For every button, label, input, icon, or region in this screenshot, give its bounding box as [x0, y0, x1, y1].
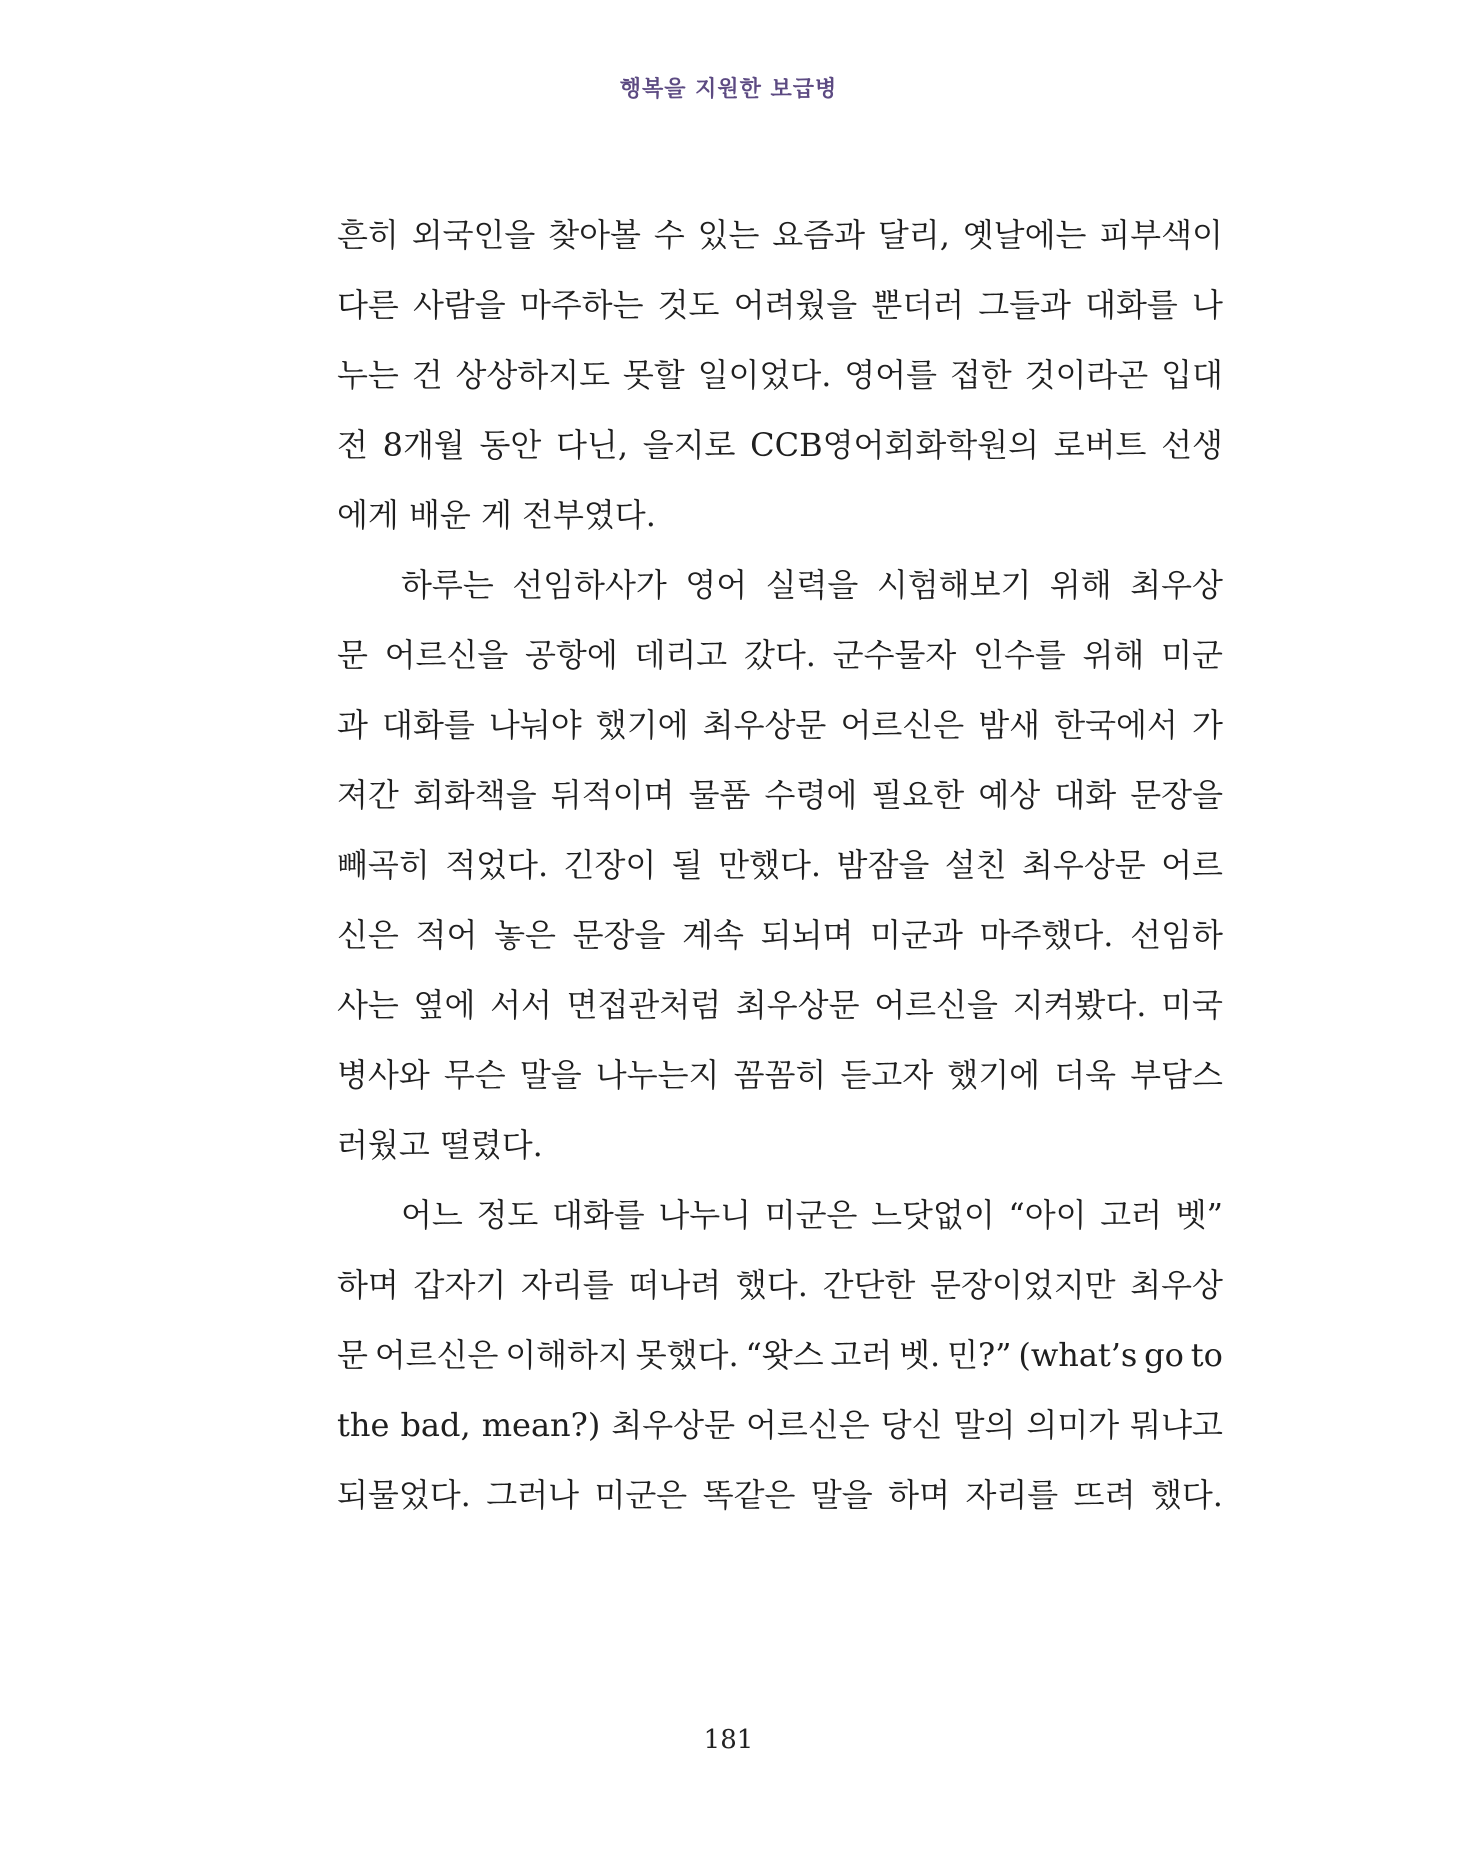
word: 빼곡히: [337, 846, 430, 884]
word: 실력을: [765, 566, 859, 604]
word: 요즘과: [772, 216, 866, 254]
word: 그들과: [978, 286, 1071, 324]
word: 그러나: [486, 1476, 580, 1514]
text-line: [337, 270, 1223, 340]
text-line: [337, 1320, 1223, 1390]
word: 동안: [479, 426, 542, 464]
word: 뒤적이며: [550, 776, 675, 814]
word: 떠나려: [628, 1266, 722, 1304]
word: 하며: [888, 1476, 950, 1514]
word: 옆에: [413, 986, 476, 1024]
word: 전: [337, 426, 368, 464]
word: 말의: [953, 1406, 1016, 1444]
word: 최우상: [1130, 1266, 1223, 1304]
word: 시험해보기: [876, 566, 1032, 604]
word: “아이: [1008, 1196, 1087, 1234]
word: 것도: [657, 286, 720, 324]
word: 군수물자: [832, 636, 957, 674]
word: bad,: [400, 1406, 471, 1444]
word: 꼼꼼히: [733, 1056, 827, 1094]
word: 자리를: [520, 1266, 614, 1304]
word: 일이었다.: [697, 356, 832, 394]
word: 달리,: [877, 216, 950, 254]
text-line: [337, 760, 1223, 830]
word: 못할: [622, 356, 685, 394]
text-line: [337, 1250, 1223, 1320]
body-text: [337, 200, 1223, 1530]
word: 계속: [682, 916, 744, 954]
word: 면접관처럼: [566, 986, 722, 1024]
word: 어르신을: [384, 636, 509, 674]
word: 사람을: [412, 286, 506, 324]
word: 문장이었지만: [930, 1266, 1116, 1304]
text-line: [337, 690, 1223, 760]
word: 말을: [519, 1056, 582, 1094]
word: 했다.: [735, 1266, 808, 1304]
word: 못했다.: [635, 1336, 739, 1374]
word: 나누는지: [595, 1056, 720, 1094]
word: (what’s: [1018, 1336, 1138, 1374]
word: 미군과: [870, 916, 963, 954]
word: 필요한: [871, 776, 965, 814]
text-line: [337, 1460, 1223, 1530]
word: 최우상문: [735, 986, 860, 1024]
word: 될: [671, 846, 703, 884]
word: 상상하지도: [455, 356, 611, 394]
word: 설친: [944, 846, 1007, 884]
text-line: [337, 1390, 1223, 1460]
word: 서서: [490, 986, 552, 1024]
word: 최우상: [1130, 566, 1223, 604]
word: 느닷없이: [871, 1196, 995, 1234]
word: 되뇌며: [760, 916, 854, 954]
word: 하며: [337, 1266, 399, 1304]
text-line: [337, 1180, 1223, 1250]
word: 을지로: [642, 426, 736, 464]
word: 어르신은: [374, 1336, 499, 1374]
word: 외국인을: [411, 216, 536, 254]
word: 어려웠을: [733, 286, 858, 324]
word: 나누니: [658, 1196, 752, 1234]
word: 인수를: [973, 636, 1066, 674]
word: 갑자기: [413, 1266, 507, 1304]
word: 고러: [1100, 1196, 1163, 1234]
word: 사는: [337, 986, 399, 1024]
word: 한국에서: [1054, 706, 1178, 744]
word: 최우상문: [611, 1406, 735, 1444]
word: 나눠야: [488, 706, 582, 744]
text-line: 러웠고 떨렸다.: [337, 1126, 543, 1164]
word: 벳.: [899, 1336, 941, 1374]
word: CCB영어회화학원의: [750, 426, 1039, 464]
word: 하루는: [401, 566, 494, 604]
word: 위해: [1049, 566, 1112, 604]
word: 되물었다.: [337, 1476, 471, 1514]
word: 문: [337, 636, 368, 674]
word: 미국: [1161, 986, 1223, 1024]
word: 선생: [1161, 426, 1223, 464]
word: 똑같은: [702, 1476, 796, 1514]
word: 가: [1191, 706, 1223, 744]
word: 했기에: [947, 1056, 1041, 1094]
word: 병사와: [337, 1056, 430, 1094]
word: 고러: [830, 1336, 893, 1374]
word: 누는: [337, 356, 399, 394]
word: 피부색이: [1099, 216, 1223, 254]
word: 로버트: [1053, 426, 1147, 464]
word: 말을: [810, 1476, 873, 1514]
word: 신은: [337, 916, 399, 954]
word: 놓은: [494, 916, 556, 954]
text-line: [337, 900, 1223, 970]
paragraph-3: [337, 1180, 1223, 1530]
word: 만했다.: [718, 846, 822, 884]
word: the: [337, 1406, 390, 1444]
word: 수령에: [764, 776, 858, 814]
word: 문장을: [1130, 776, 1223, 814]
word: 대화를: [1085, 286, 1178, 324]
word: 뿐더러: [871, 286, 965, 324]
word: 데리고: [634, 636, 728, 674]
word: 입대: [1161, 356, 1223, 394]
paragraph-2: [337, 550, 1223, 1180]
word: 뭐냐고: [1130, 1406, 1223, 1444]
word: 정도: [476, 1196, 539, 1234]
word: 듣고자: [840, 1056, 934, 1094]
word: “왓스: [745, 1336, 824, 1374]
word: 했기에: [595, 706, 689, 744]
word: 했다.: [1150, 1476, 1223, 1514]
word: 지켜봤다.: [1012, 986, 1147, 1024]
word: 밤잠을: [836, 846, 930, 884]
word: 부담스: [1130, 1056, 1223, 1094]
word: 대화를: [382, 706, 475, 744]
word: 문장을: [572, 916, 666, 954]
word: 8개월: [382, 426, 465, 464]
word: 이해하지: [505, 1336, 629, 1374]
text-line: [337, 830, 1223, 900]
word: 과: [337, 706, 368, 744]
word: 문: [337, 1336, 368, 1374]
word: 마주했다.: [979, 916, 1114, 954]
running-header: 행복을 지원한 보급병: [619, 76, 838, 102]
word: 영어를: [844, 356, 938, 394]
word: 갔다.: [743, 636, 816, 674]
word: go: [1144, 1336, 1184, 1374]
word: 다닌,: [556, 426, 628, 464]
text-line: [337, 970, 1223, 1040]
word: 예상: [978, 776, 1041, 814]
word: 벳”: [1175, 1196, 1223, 1234]
word: 져간: [337, 776, 399, 814]
word: 나: [1191, 286, 1223, 324]
word: 마주하는: [519, 286, 644, 324]
word: 옛날에는: [962, 216, 1087, 254]
word: 무슨: [443, 1056, 506, 1094]
word: 찾아볼: [548, 216, 641, 254]
word: 위해: [1082, 636, 1145, 674]
word: 건: [411, 356, 443, 394]
word: 당신: [880, 1406, 943, 1444]
word: 다른: [337, 286, 399, 324]
word: 대화: [1054, 776, 1117, 814]
word: 선임하: [1130, 916, 1223, 954]
word: 미군은: [764, 1196, 858, 1234]
word: 긴장이: [563, 846, 657, 884]
word: 어르신은: [840, 706, 965, 744]
text-line: 에게 배운 게 전부였다.: [337, 496, 656, 534]
word: 어르: [1161, 846, 1223, 884]
word: 공항에: [525, 636, 618, 674]
word: 더욱: [1054, 1056, 1117, 1094]
word: 적었다.: [445, 846, 549, 884]
word: 미군은: [594, 1476, 688, 1514]
word: 자리를: [965, 1476, 1059, 1514]
text-line: [337, 200, 1223, 270]
word: 의미가: [1026, 1406, 1120, 1444]
word: 최우상문: [1022, 846, 1146, 884]
text-line: [337, 410, 1223, 480]
paragraph-1: [337, 200, 1223, 550]
word: 회화책을: [412, 776, 537, 814]
word: 뜨려: [1073, 1476, 1136, 1514]
text-line: [337, 1040, 1223, 1110]
word: 선임하사가: [512, 566, 667, 604]
word: 밤새: [978, 706, 1041, 744]
text-line: [337, 340, 1223, 410]
word: 어르신은: [746, 1406, 870, 1444]
word: 간단한: [822, 1266, 916, 1304]
word: 있는: [697, 216, 760, 254]
word: 접한: [949, 356, 1012, 394]
word: 흔히: [337, 216, 399, 254]
word: 최우상문: [702, 706, 827, 744]
word: to: [1190, 1336, 1223, 1374]
word: mean?): [481, 1406, 601, 1444]
word: 물품: [688, 776, 751, 814]
word: 수: [653, 216, 685, 254]
word: 대화를: [551, 1196, 645, 1234]
text-line: [337, 550, 1223, 620]
word: 어르신을: [874, 986, 998, 1024]
word: 어느: [401, 1196, 463, 1234]
text-line: [337, 620, 1223, 690]
word: 미군: [1161, 636, 1223, 674]
page-number: 181: [703, 1725, 754, 1755]
word: 것이라곤: [1024, 356, 1149, 394]
word: 적어: [415, 916, 478, 954]
word: 영어: [685, 566, 748, 604]
word: 민?”: [947, 1336, 1012, 1374]
